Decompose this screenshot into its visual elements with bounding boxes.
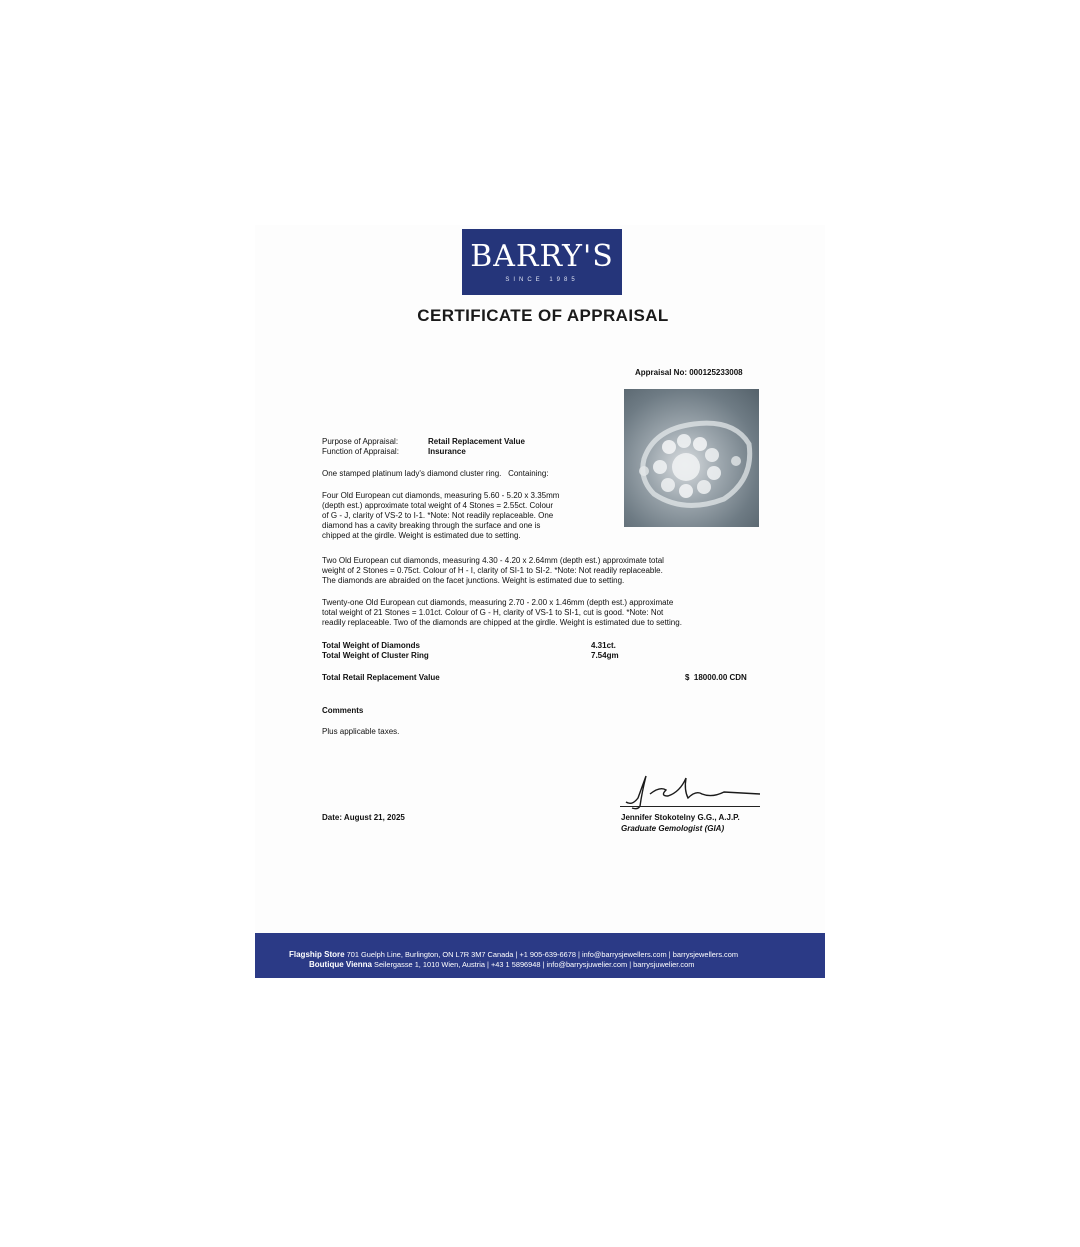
logo-brand: BARRY'S [470, 238, 614, 274]
footer-vienna-text: Seilergasse 1, 1010 Wien, Austria | +43 1 5896948 | info@barrysjuwelier.com | barrysjuwelier.com [371, 960, 695, 969]
intro-text: One stamped platinum lady's diamond cluster ring. Containing: [322, 469, 549, 478]
para3-line: readily replaceable. Two of the diamonds are chipped at the girdle. Weight is estimated due to setting. [322, 618, 682, 627]
para2-line: weight of 2 Stones = 0.75ct. Colour of H - I, clarity of SI-1 to SI-2. *Note: Not readily replaceable. [322, 566, 663, 575]
para1-line: (depth est.) approximate total weight of 4 Stones = 2.55ct. Colour [322, 501, 554, 510]
appraisal-date: Date: August 21, 2025 [322, 813, 405, 822]
ring-photo [624, 389, 759, 527]
para2-line: The diamonds are abraided on the facet junctions. Weight is estimated due to setting. [322, 576, 625, 585]
total-ring-label: Total Weight of Cluster Ring [322, 651, 429, 660]
retail-value-amount: $ 18000.00 CDN [685, 673, 747, 682]
para3-line: Twenty-one Old European cut diamonds, measuring 2.70 - 2.00 x 1.46mm (depth est.) approximate [322, 598, 674, 607]
logo-since: SINCE 1985 [505, 276, 579, 283]
para3-line: total weight of 21 Stones = 1.01ct. Colour of G - H, clarity of VS-1 to SI-1, cut is good. *Note: Not [322, 608, 664, 617]
footer-vienna [309, 959, 694, 970]
footer-bar [255, 933, 825, 978]
appraisal-number: Appraisal No: 000125233008 [635, 368, 743, 377]
para1-line: of G - J, clarity of VS-2 to I-1. *Note: Not readily replaceable. One [322, 511, 554, 520]
signer-name: Jennifer Stokotelny G.G., A.J.P. [621, 813, 740, 822]
signature-line [620, 806, 760, 807]
paragraph-two-diamonds [322, 556, 664, 586]
para1-line: Four Old European cut diamonds, measuring 5.60 - 5.20 x 3.35mm [322, 491, 560, 500]
purpose-label: Purpose of Appraisal: [322, 437, 399, 446]
barrys-logo [462, 229, 622, 295]
retail-value-label: Total Retail Replacement Value [322, 673, 440, 682]
footer-vienna-tag: Boutique Vienna [309, 960, 372, 969]
signer-title: Graduate Gemologist (GIA) [621, 824, 725, 833]
function-value: Insurance [428, 447, 466, 456]
total-diamonds-value: 4.31ct. [591, 641, 616, 650]
comments-heading: Comments [322, 706, 364, 715]
para1-line: chipped at the girdle. Weight is estimated due to setting. [322, 531, 521, 540]
function-label: Function of Appraisal: [322, 447, 399, 456]
signature [620, 772, 770, 817]
document-title: CERTIFICATE OF APPRAISAL [417, 306, 669, 325]
comments-text: Plus applicable taxes. [322, 727, 400, 736]
para1-line: diamond has a cavity breaking through the surface and one is [322, 521, 541, 530]
footer-flagship-text: 701 Guelph Line, Burlington, ON L7R 3M7 Canada | +1 905-639-6678 | info@barrysjewellers.com | barrysjewellers.com [344, 950, 739, 959]
paragraph-four-diamonds [322, 491, 622, 541]
footer-flagship-tag: Flagship Store [289, 950, 345, 959]
purpose-value: Retail Replacement Value [428, 437, 525, 446]
total-diamonds-label: Total Weight of Diamonds [322, 641, 420, 650]
paragraph-twenty-one-diamonds [322, 598, 682, 628]
para2-line: Two Old European cut diamonds, measuring 4.30 - 4.20 x 2.64mm (depth est.) approximate total [322, 556, 664, 565]
total-ring-value: 7.54gm [591, 651, 619, 660]
